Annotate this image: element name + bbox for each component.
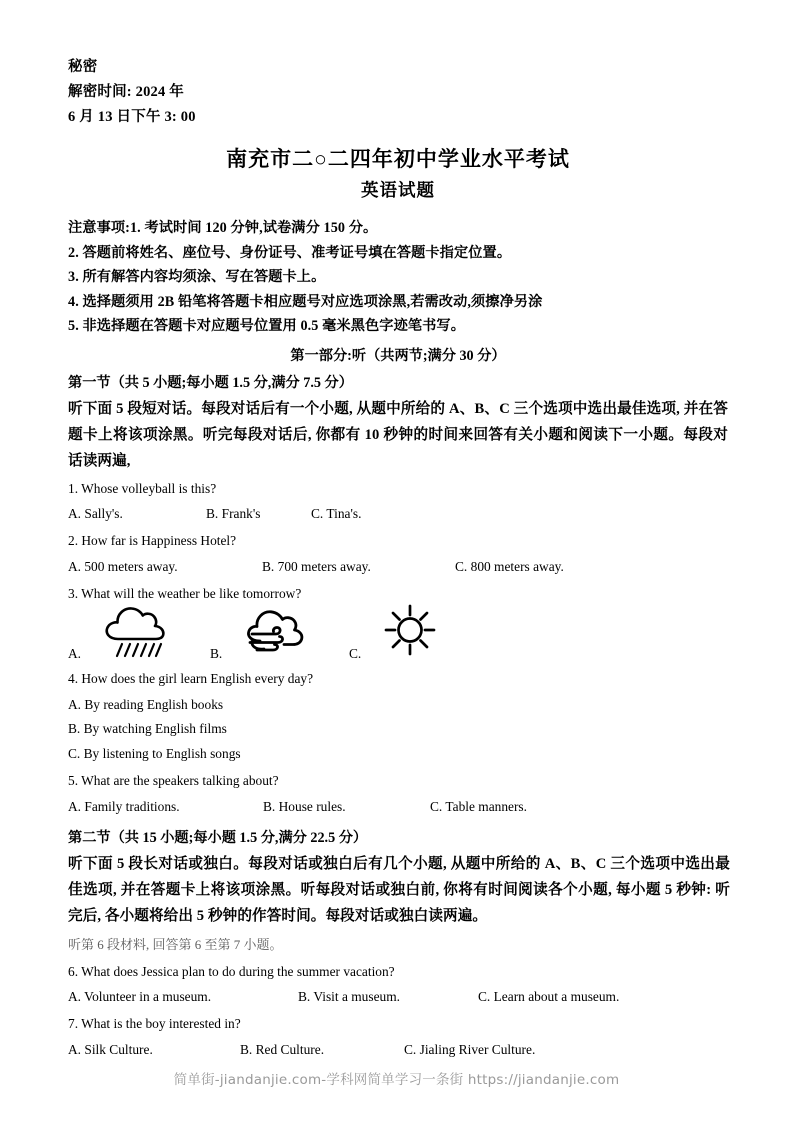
notice-item: 注意事项:1. 考试时间 120 分钟,试卷满分 150 分。 <box>68 220 378 236</box>
question-stem: 4. How does the girl learn English every day? <box>68 671 314 686</box>
section-two-instruction: 听下面 5 段长对话或独白。每段对话或独白后有几个小题, 从题中所给的 A、B、C 三个选项中选出最佳选项, 并在答题卡上将该项涂黑。听每段对话或独白前, 你将有时间阅读各个小题, 每小题 5 秒钟: 听完后, 各小题将给出 5 秒钟的作答时间。每段对话或独白读两遍。 <box>68 855 730 924</box>
question-options <box>68 693 728 767</box>
question-stem: 7. What is the boy interested in? <box>68 1016 241 1031</box>
question-stem: 5. What are the speakers talking about? <box>68 773 279 788</box>
option-a[interactable]: A. Silk Culture. <box>68 1041 153 1057</box>
page-title: 南充市二○二四年初中学业水平考试 <box>226 147 570 171</box>
option-a[interactable]: A. Family traditions. <box>68 798 180 814</box>
subject-title: 英语试题 <box>361 180 435 200</box>
option-c[interactable]: C. 800 meters away. <box>455 558 564 574</box>
option-c[interactable]: C. Jialing River Culture. <box>404 1041 536 1057</box>
question-options <box>68 795 728 819</box>
section-two-heading: 第二节（共 15 小题;每小题 1.5 分,满分 22.5 分） <box>68 829 368 846</box>
listening-material-note: 听第 6 段材料, 回答第 6 至第 7 小题。 <box>68 936 283 952</box>
question-stem: 2. How far is Happiness Hotel? <box>68 533 237 548</box>
option-c[interactable]: C. Tina's. <box>311 506 362 521</box>
page-content <box>68 55 728 1062</box>
option-b[interactable]: B. 700 meters away. <box>262 558 371 574</box>
notice-item: 3. 所有解答内容均须涂、写在答题卡上。 <box>68 269 326 285</box>
question-stem: 1. Whose volleyball is this? <box>68 480 217 496</box>
secret-header <box>68 55 728 130</box>
option-b[interactable]: B. Red Culture. <box>240 1041 325 1057</box>
question-options <box>68 555 728 579</box>
option-a[interactable]: A. Sally's. <box>68 506 123 521</box>
option-b[interactable]: B. House rules. <box>263 798 346 814</box>
option-c[interactable]: C. Learn about a museum. <box>478 989 620 1004</box>
secret-label: 秘密 <box>68 59 98 75</box>
section-one-instruction: 听下面 5 段短对话。每段对话后有一个小题, 从题中所给的 A、B、C 三个选项中选出最佳选项, 并在答题卡上将该项涂黑。听完每段对话后, 你都有 10 秒钟的时间来回答有关小题和阅读下一小题。每段对话读两遍, <box>68 400 728 469</box>
question-picture-options <box>68 608 728 664</box>
option-b[interactable]: B. Visit a museum. <box>298 989 400 1004</box>
notice-list <box>68 216 728 339</box>
notice-item: 2. 答题前将姓名、座位号、身份证号、准考证号填在答题卡指定位置。 <box>68 244 512 261</box>
option-c-letter: C. <box>349 646 362 661</box>
option-a[interactable]: A. By reading English books <box>68 696 224 712</box>
question-stem: 6. What does Jessica plan to do during the summer vacation? <box>68 963 395 979</box>
sun-icon <box>378 603 442 662</box>
question-stem: 3. What will the weather be like tomorrow? <box>68 585 302 601</box>
section-one-heading: 第一节（共 5 小题;每小题 1.5 分,满分 7.5 分） <box>68 374 353 391</box>
option-a[interactable]: A. Volunteer in a museum. <box>68 989 212 1004</box>
rain-cloud-icon <box>100 603 172 664</box>
option-b[interactable]: B. By watching English films <box>68 721 227 736</box>
notice-item: 4. 选择题须用 2B 铅笔将答题卡相应题号对应选项涂黑,若需改动,须擦净另涂 <box>68 293 543 310</box>
notice-item: 5. 非选择题在答题卡对应题号位置用 0.5 毫米黑色字迹笔书写。 <box>68 318 466 334</box>
option-c[interactable]: C. Table manners. <box>430 798 527 814</box>
declassify-time: 6 月 13 日下午 3: 00 <box>68 109 196 125</box>
option-c[interactable]: C. By listening to English songs <box>68 745 241 761</box>
option-b[interactable]: B. Frank's <box>206 506 261 521</box>
question-options <box>68 985 728 1009</box>
footer-watermark: 简单街-jiandanjie.com-学科网简单学习一条街 https://jiandanjie.com <box>173 1072 620 1088</box>
question-options <box>68 502 728 526</box>
option-a[interactable]: A. 500 meters away. <box>68 558 178 574</box>
part-one-heading: 第一部分:听（共两节;满分 30 分） <box>290 347 506 364</box>
option-b-letter: B. <box>210 646 223 661</box>
wind-cloud-icon <box>240 603 310 664</box>
option-a-letter: A. <box>68 646 82 661</box>
declassify-date-label: 解密时间: 2024 年 <box>68 84 184 100</box>
question-options <box>68 1038 728 1062</box>
